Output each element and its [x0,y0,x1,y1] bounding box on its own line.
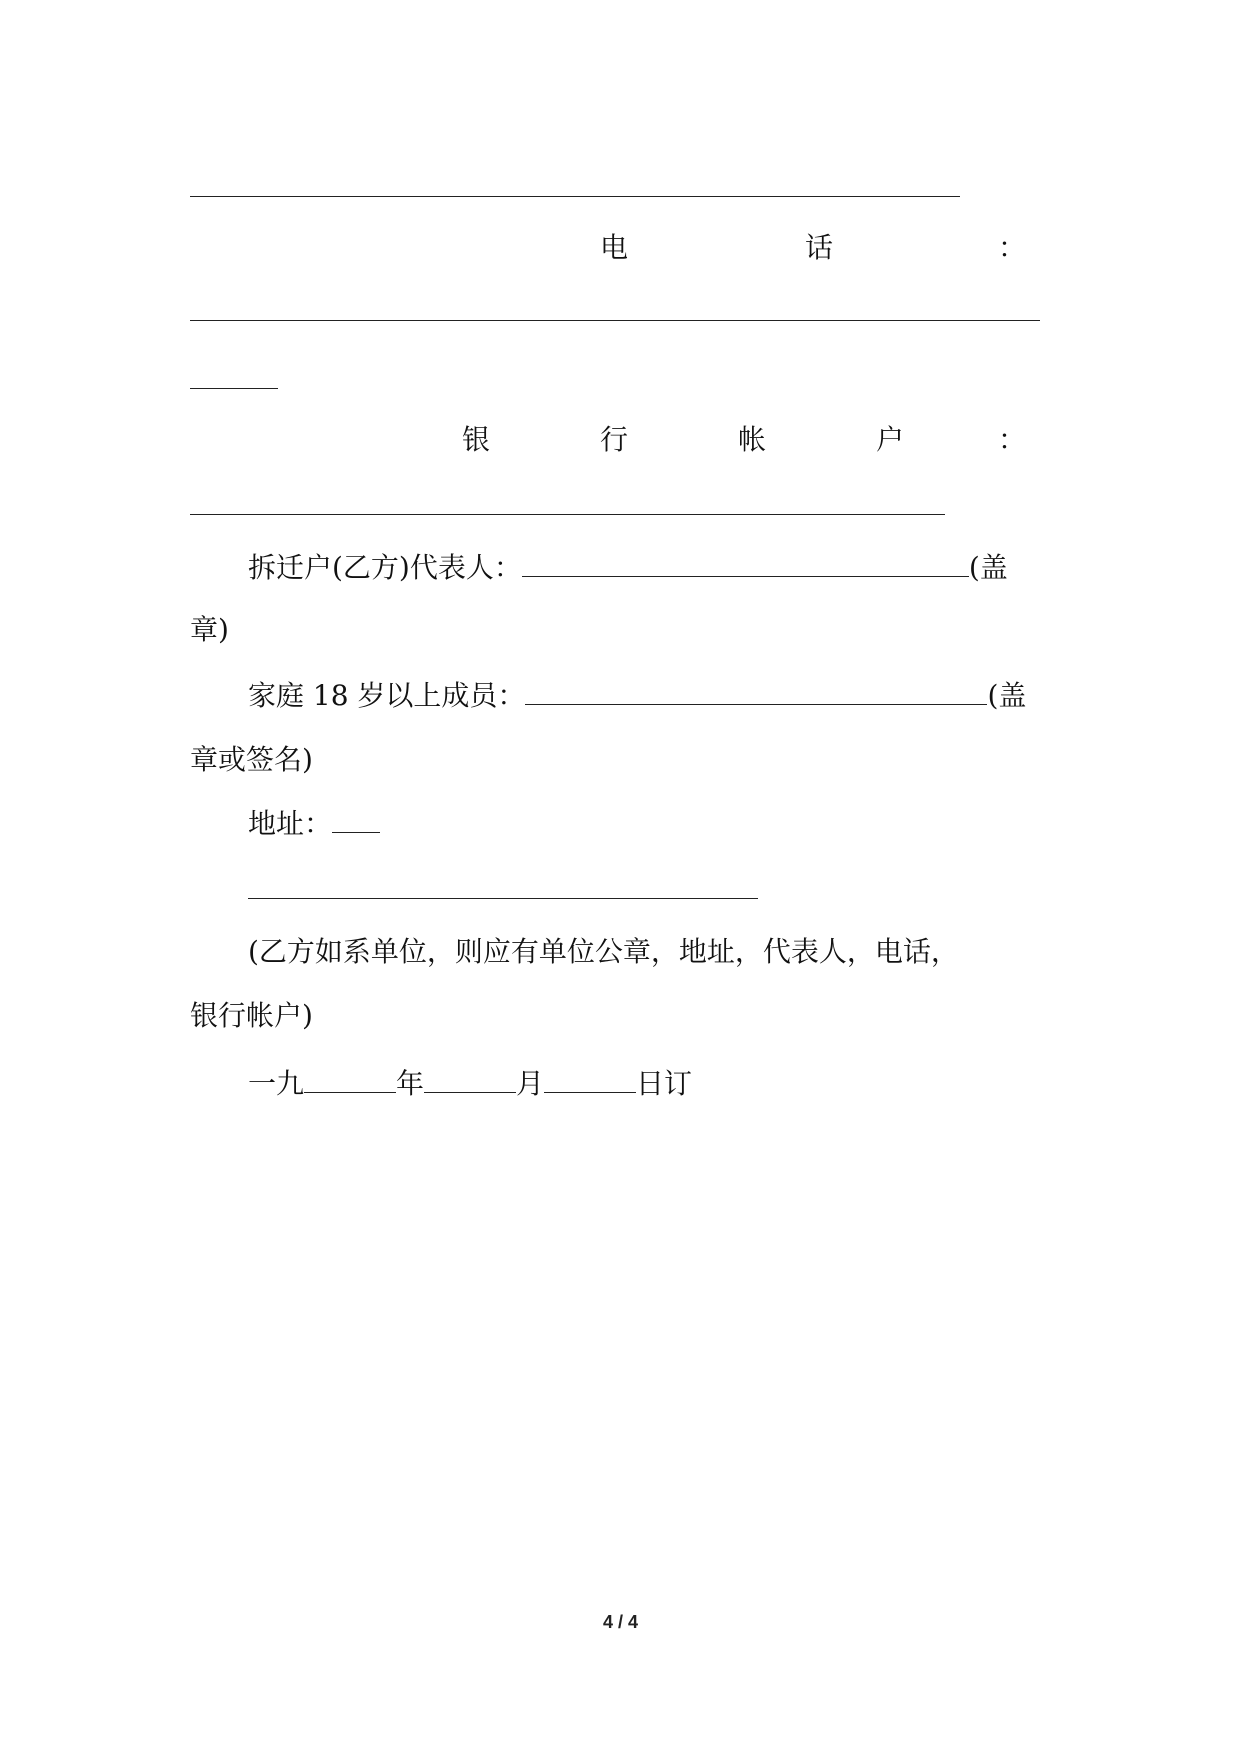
party-b-signature-blank [522,550,969,577]
phone-label-char: 话 [805,231,834,264]
month-blank [424,1066,516,1093]
address-line [248,898,758,899]
family-label: 家庭 18 岁以上成员： [248,679,526,712]
date-month: 月 [516,1067,545,1100]
phone-label-colon: ： [998,231,1027,264]
phone-line [190,388,278,389]
family-members [248,676,1060,716]
address [248,804,1060,844]
day-blank [544,1066,636,1093]
party-b-representative [248,548,1060,588]
note-line: (乙方如系单位，则应有单位公章，地址，代表人，电话， [248,935,959,968]
address-blank [332,806,380,833]
party-b-label: 拆迁户(乙方)代表人： [248,551,522,584]
bank-label-colon: ： [998,423,1027,456]
page-number: 4 / 4 [602,1612,639,1632]
signature-line [190,196,960,197]
party-b-suffix: (盖 [968,551,1008,584]
bank-label-char: 行 [600,423,629,456]
date-year: 年 [396,1067,425,1100]
address-label: 地址： [248,807,333,840]
note-line-continued: 银行帐户) [190,999,313,1032]
signing-date [248,1064,1060,1104]
phone-label-char: 电 [600,231,629,264]
family-suffix: (盖 [987,679,1027,712]
year-blank [304,1066,396,1093]
phone-line [190,320,1040,321]
bank-label-char: 帐 [738,423,767,456]
family-suffix-continued: 章或签名) [190,743,313,776]
family-signature-blank [525,678,987,705]
bank-label-char: 户 [876,423,905,456]
party-b-suffix-continued: 章) [190,613,229,646]
bank-label-char: 银 [462,423,491,456]
date-day: 日订 [636,1067,693,1100]
date-prefix: 一九 [248,1067,305,1100]
bank-account-line [190,514,945,515]
